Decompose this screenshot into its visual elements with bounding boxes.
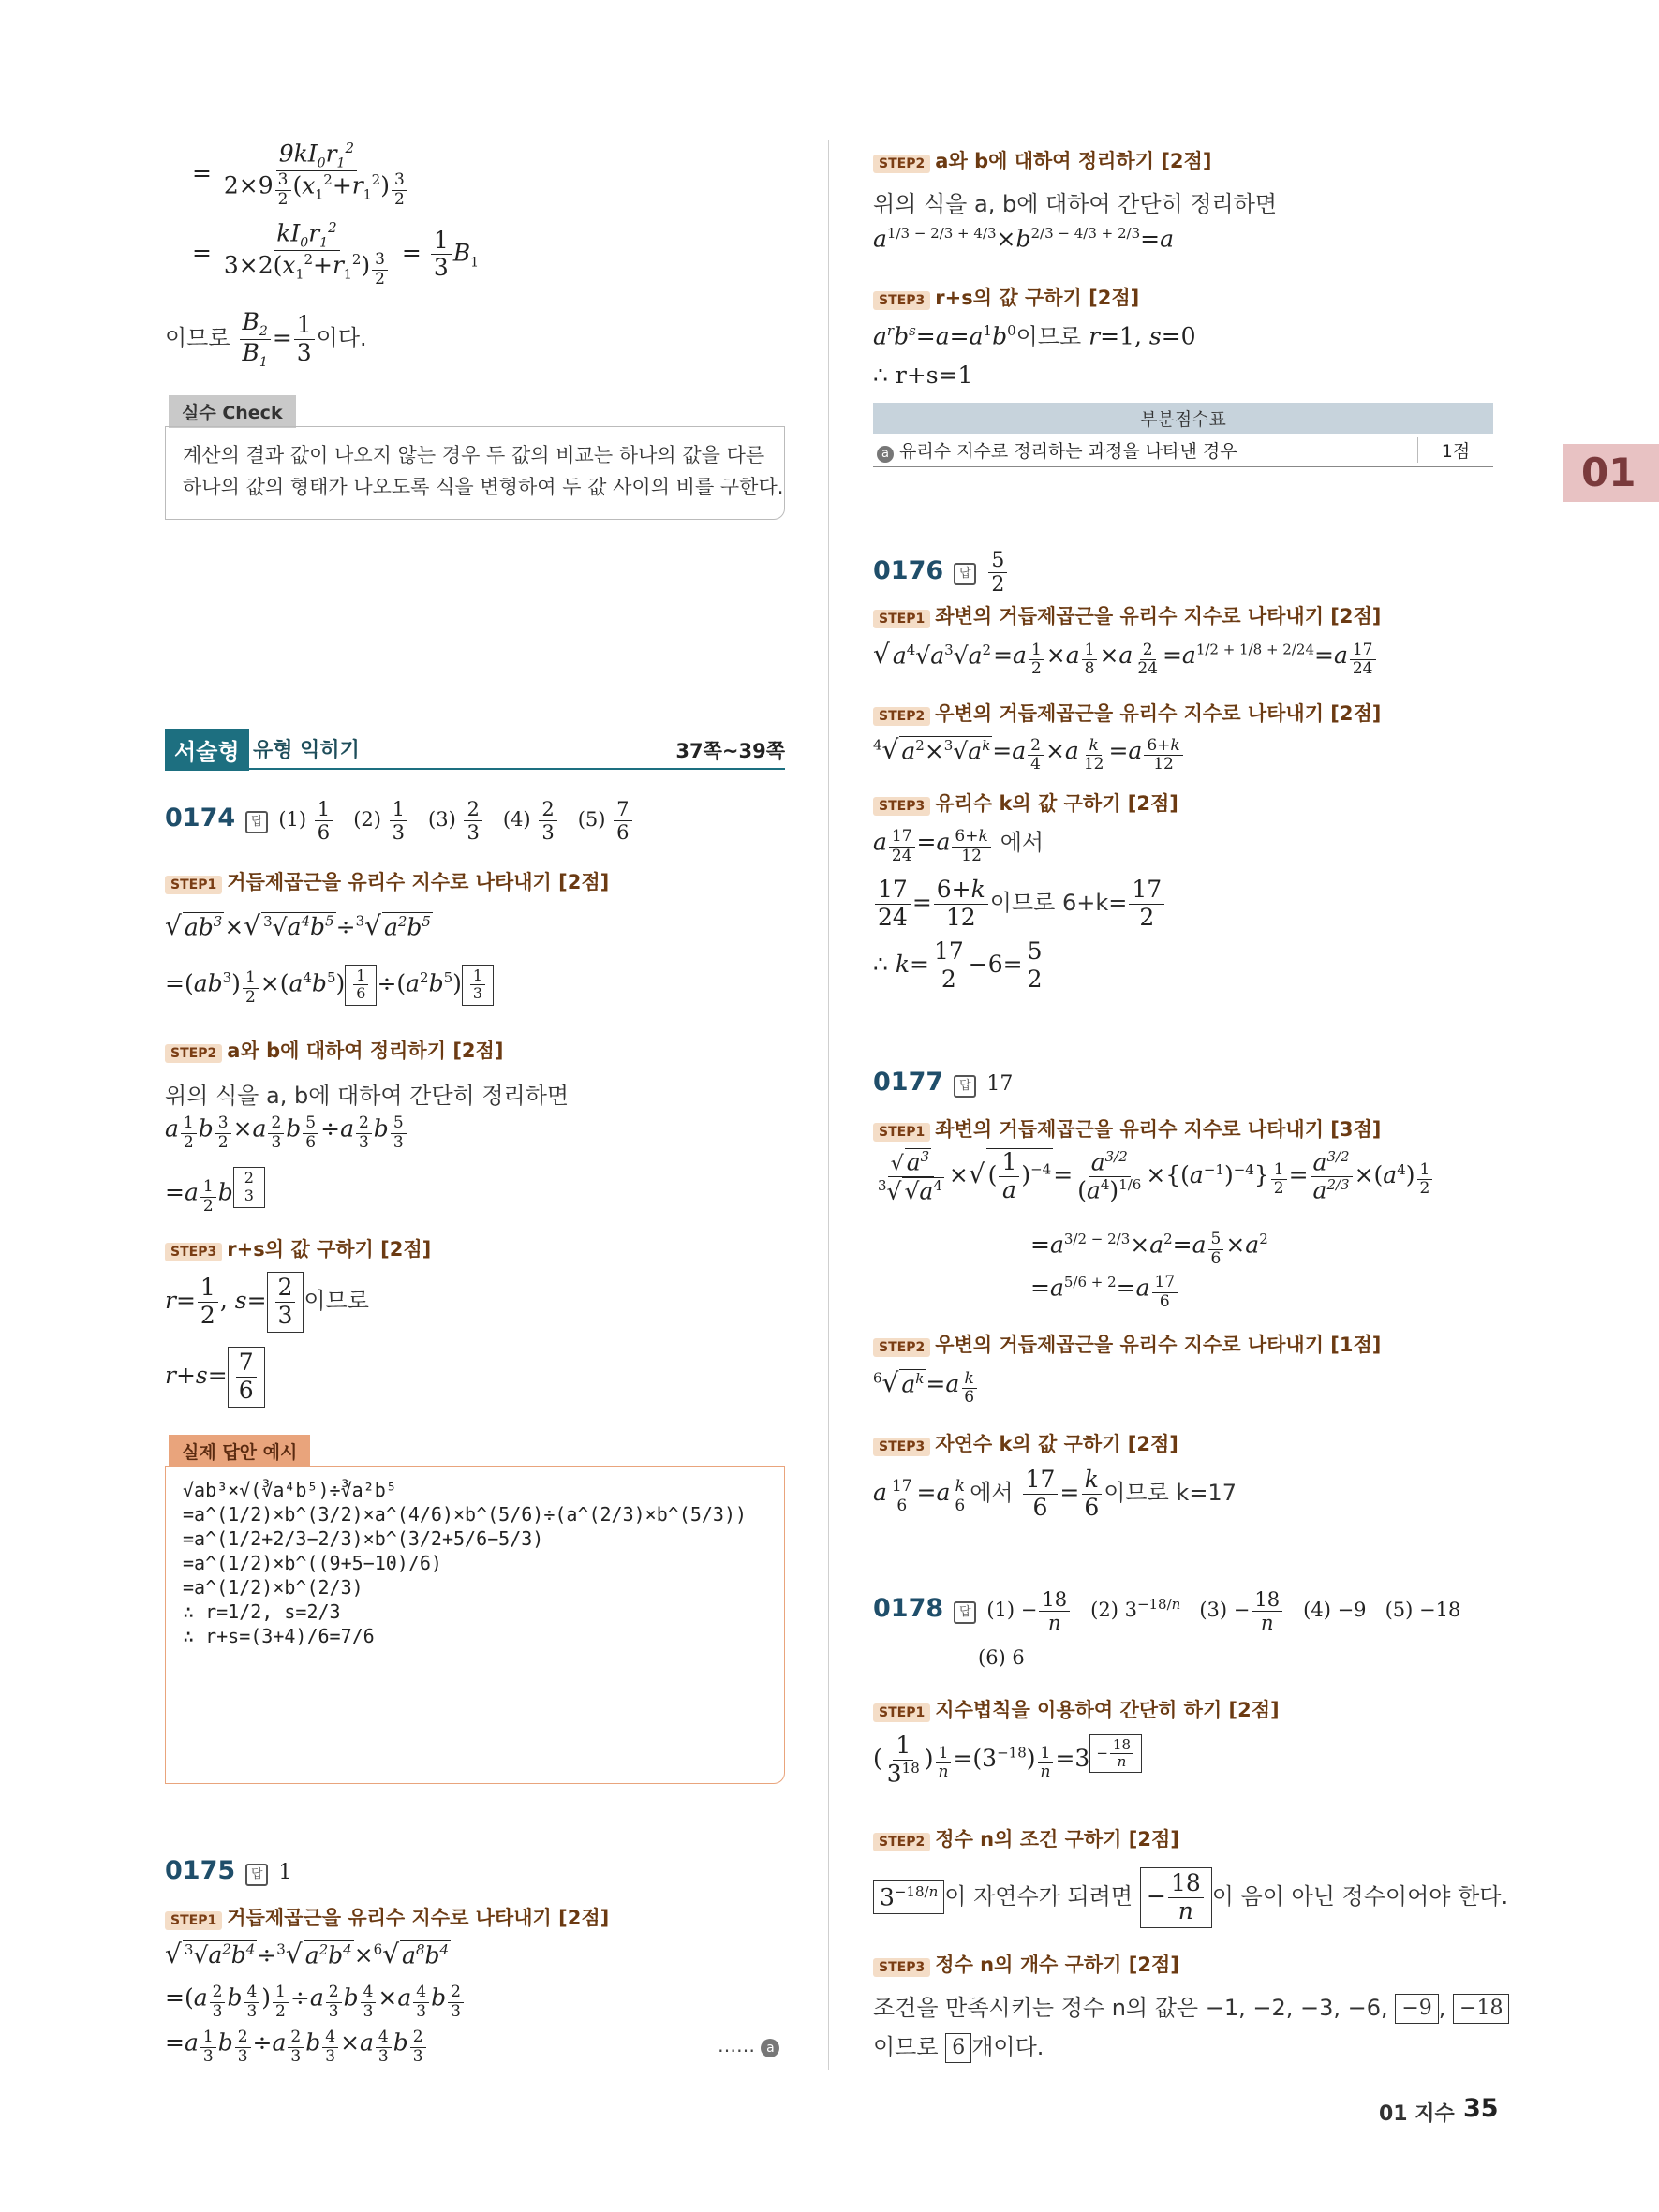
score-table [873, 403, 1493, 467]
p0178-answer-6: (6) 6 [978, 1646, 1025, 1669]
p0176-step3: STEP3 유리수 k의 값 구하기 [2점] [873, 789, 1178, 817]
right-step2-text: 위의 식을 a, b에 대하여 간단히 정리하면 [873, 191, 1278, 217]
score-row-points: 1점 [1417, 437, 1493, 463]
p0177-step1: STEP1 좌변의 거듭제곱근을 유리수 지수로 나타내기 [3점] [873, 1114, 1381, 1143]
p0176-step1: STEP1 좌변의 거듭제곱근을 유리수 지수로 나타내기 [2점] [873, 601, 1381, 629]
answer-icon: 답 [954, 1075, 976, 1098]
check-text-line1: 계산의 결과 값이 나오지 않는 경우 두 값의 비교는 하나의 값을 다른 [183, 444, 765, 466]
section-label: 서술형 [165, 729, 249, 771]
score-table-header: 부분점수표 [873, 403, 1493, 434]
mark-a-icon: a [761, 2039, 779, 2057]
p0176-step1-expr: √ $a^4√a^3√a^2=a$ $\frac{1}{2}$ ×a $\frac{1}{8}$ ×a $\frac{2}{24}$ $=a^{1/2 + 1/8 + 2/24}=a$ $\frac{17}{24}$ [873, 639, 1378, 679]
example-box [165, 1466, 785, 1784]
top-equation-1: = $9kI_0r_1^2$ 2×9 $\frac{3}{2}$ $(x_1^2+r_1^2)$ $\frac{3}{2}$ [192, 140, 414, 210]
p0176-step3-line3: ∴ k= $\frac{17}{2}$ −6= $\frac{5}{2}$ [873, 938, 1047, 994]
problem-number: 0178 [873, 1594, 944, 1624]
p0177-step3: STEP3 자연수 k의 값 구하기 [2점] [873, 1429, 1178, 1457]
problem-0178-header: 0178 답 (1) − $\frac{18}{n}$ (2) $3^{-18/n}$ (3) − $\frac{18}{n}$ (4) −9 (5) −18 [873, 1588, 1461, 1635]
section-title: 유형 익히기 [253, 739, 360, 762]
section-pages: 37쪽~39쪽 [675, 740, 785, 762]
p0178-step3-line1: 조건을 만족시키는 정수 n의 값은 −1, −2, −3, −6, −9 , −18 [873, 1989, 1509, 2024]
p0175-marker: …… a [718, 2034, 779, 2057]
problem-number: 0177 [873, 1068, 944, 1097]
p0178-step3-line2: 이므로 6 개이다. [873, 2028, 1044, 2063]
problem-0174-header: 0174 답 (1) $\frac{1}{6}$ (2) $\frac{1}{3}$ (3) $\frac{2}{3}$ (4) $\frac{2}{3}$ (5) $\frac{7}{6}$ [165, 798, 634, 844]
p0176-step2-expr: $^4$√ $a^2\times^3√a^k=a$ $\frac{2}{4}$ ×a $\frac{k}{12}$ =a $\frac{6+k}{12}$ [873, 734, 1185, 774]
p0174-step3-expr: r= $\frac{1}{2}$ , s= $\frac{2}{3}$ 이므로 [165, 1272, 369, 1333]
right-step3-expr: $a^rb^s=a=a^1b^0$이므로 r=1, s=0 [873, 322, 1196, 350]
p0174-step1: STEP1 거듭제곱근을 유리수 지수로 나타내기 [2점] [165, 867, 609, 895]
chapter-tab: 01 [1563, 444, 1659, 502]
problem-number: 0174 [165, 804, 236, 833]
footer-page-number: 35 [1463, 2094, 1499, 2123]
top-equation-2: = $kI_0r_1^2$ $3\times 2(x_1^2+r_1^2)$ $\frac{3}{2}$ = $\frac{1}{3}$ $B_1$ [192, 219, 480, 288]
score-table-row [873, 434, 1493, 467]
problem-number: 0175 [165, 1856, 236, 1885]
p0178-step3: STEP3 정수 n의 개수 구하기 [2점] [873, 1950, 1179, 1978]
p0174-step3-result: r+s= $\frac{7}{6}$ [165, 1347, 265, 1408]
answer-icon: 답 [954, 563, 976, 585]
p0174-step3: STEP3 r+s의 값 구하기 [2점] [165, 1234, 431, 1262]
footer-chapter: 01 지수 [1379, 2102, 1455, 2126]
right-step3: STEP3 r+s의 값 구하기 [2점] [873, 283, 1139, 311]
check-text-line2: 하나의 값의 형태가 나오도록 식을 변형하여 두 값 사이의 비를 구한다. [183, 475, 784, 498]
p0177-step1-line2: $=a^{3/2 - 2/3}\times a^2=a$ $\frac{5}{6}$ $\times a^2$ [1030, 1230, 1268, 1268]
p0175-step1: STEP1 거듭제곱근을 유리수 지수로 나타내기 [2점] [165, 1903, 609, 1931]
answer-icon: 답 [954, 1601, 976, 1624]
right-step2-expr: $a^{1/3 - 2/3 + 4/3}\times b^{2/3 - 4/3 + 2/3}=a$ [873, 225, 1175, 253]
section-header [165, 729, 785, 770]
answer-icon: 답 [245, 811, 268, 833]
check-tag: 실수 Check [169, 395, 296, 428]
p0175-step1-line2: =(a $\frac{2}{3}$ b $\frac{4}{3}$ ) $\frac{1}{2}$ ÷a $\frac{2}{3}$ b $\frac{4}{3}$ ×a $\frac{4}{3}$ b $\frac{2}{3}$ [165, 1983, 466, 2021]
p0174-step1-result: $=(ab^3)$ $\frac{1}{2}$ $\times(a^4b^5)$ $\frac{1}{6}$ $\div(a^2b^5)$ $\frac{1}{3}$ [165, 965, 494, 1007]
problem-number: 0176 [873, 555, 944, 585]
problem-0176-header: 0176 답 $\frac{5}{2}$ [873, 549, 1009, 597]
p0174-step2-result: =a $\frac{1}{2}$ b $\frac{2}{3}$ [165, 1167, 265, 1216]
example-handwriting: √ab³×√(∛a⁴b⁵)÷∛a²b⁵ =a^(1/2)×b^(3/2)×a^(4/6)×b^(5/6)÷(a^(2/3)×b^(5/3)) =a^(1/2+2/3−2/3)×b^(3/2+5/6−5/3) =a^(1/2)×b^((9+5−10)/6) =a^(1/2)×b^(2/3) ∴ r=1/2, s=2/3 ∴ r+s=(3+4)/6=7/6 [183, 1479, 748, 1647]
p0177-step2-expr: $^6$√ $a^k=a$ $\frac{k}{6}$ [873, 1367, 979, 1408]
p0177-step1-line3: $=a^{5/6 + 2}=a$ $\frac{17}{6}$ [1030, 1274, 1179, 1311]
p0178-step2: STEP2 정수 n의 조건 구하기 [2점] [873, 1824, 1179, 1852]
p0177-step3-expr: a $\frac{17}{6}$ =a $\frac{k}{6}$ 에서 $\frac{17}{6}$ = $\frac{k}{6}$ 이므로 k=17 [873, 1466, 1237, 1521]
score-row-text: 유리수 지수로 정리하는 과정을 나타낸 경우 [899, 441, 1237, 462]
right-step3-result: ∴ r+s=1 [873, 361, 973, 389]
right-step2: STEP2 a와 b에 대하여 정리하기 [2점] [873, 146, 1211, 174]
answer-icon: 답 [245, 1864, 268, 1886]
problem-0175-header: 0175 답 1 [165, 1856, 292, 1885]
mark-a-icon: a [877, 446, 894, 463]
p0178-step1-expr: ( $\frac{1}{3^{18}}$ ) $\frac{1}{n}$ $=(3^{-18})$ $\frac{1}{n}$ =3 − $\frac{18}{n}$ [873, 1733, 1142, 1788]
p0177-step1-line1: $\frac{√ a^3}{^3√ √a^4}$ ×√ ( $\frac{1}{a}$ )$^{-4}$= $\frac{a^{3/2}}{(a^4)^{1/6}}$ $\times\{(a^{-1})^{-4}\}$ $\frac{1}{2}$ = $\frac{a^{3/2}}{a^{2/3}}$ $\times(a^4)$ $\frac{1}{2}$ [873, 1148, 1434, 1205]
p0174-step2-text: 위의 식을 a, b에 대하여 간단히 정리하면 [165, 1083, 570, 1109]
p0174-step2-expr: a $\frac{1}{2}$ b $\frac{3}{2}$ ×a $\frac{2}{3}$ b $\frac{5}{6}$ ÷a $\frac{2}{3}$ b $\frac{5}{3}$ [165, 1114, 408, 1152]
p0176-step3-line2: $\frac{17}{24}$ = $\frac{6+k}{12}$ 이므로 6+k= $\frac{17}{2}$ [873, 877, 1166, 932]
p0174-step2: STEP2 a와 b에 대하여 정리하기 [2점] [165, 1036, 503, 1064]
example-tag: 실제 답안 예시 [169, 1435, 310, 1467]
column-divider [828, 140, 829, 2070]
problem-0177-header: 0177 답 17 [873, 1068, 1014, 1097]
p0176-step3-line1: a $\frac{17}{24}$ =a $\frac{6+k}{12}$ 에서 [873, 827, 1044, 865]
check-box [165, 426, 785, 520]
p0176-step2: STEP2 우변의 거듭제곱근을 유리수 지수로 나타내기 [2점] [873, 699, 1381, 727]
p0178-step1: STEP1 지수법칙을 이용하여 간단히 하기 [2점] [873, 1695, 1280, 1723]
top-conclusion: 이므로 $\frac{B_2}{B_1}$ = $\frac{1}{3}$ 이다. [165, 308, 367, 371]
p0174-step1-expr: √ $ab^3\times√$ $^3√a^4b^5\div^3√$ $a^2b^5$ [165, 910, 431, 941]
p0175-step1-line3: =a $\frac{1}{3}$ b $\frac{2}{3}$ ÷a $\frac{2}{3}$ b $\frac{4}{3}$ ×a $\frac{4}{3}$ b $\frac{2}{3}$ [165, 2028, 428, 2066]
p0178-step2-expr: $3^{-18/n}$ 이 자연수가 되려면 − $\frac{18}{n}$ 이 음이 아닌 정수이어야 한다. [873, 1867, 1508, 1928]
p0177-step2: STEP2 우변의 거듭제곱근을 유리수 지수로 나타내기 [1점] [873, 1330, 1381, 1358]
p0175-step1-expr: √ $^3√a^2b^4\div^3√$ $a^2b^4\times^6√$ $a^8b^4$ [165, 1939, 450, 1969]
